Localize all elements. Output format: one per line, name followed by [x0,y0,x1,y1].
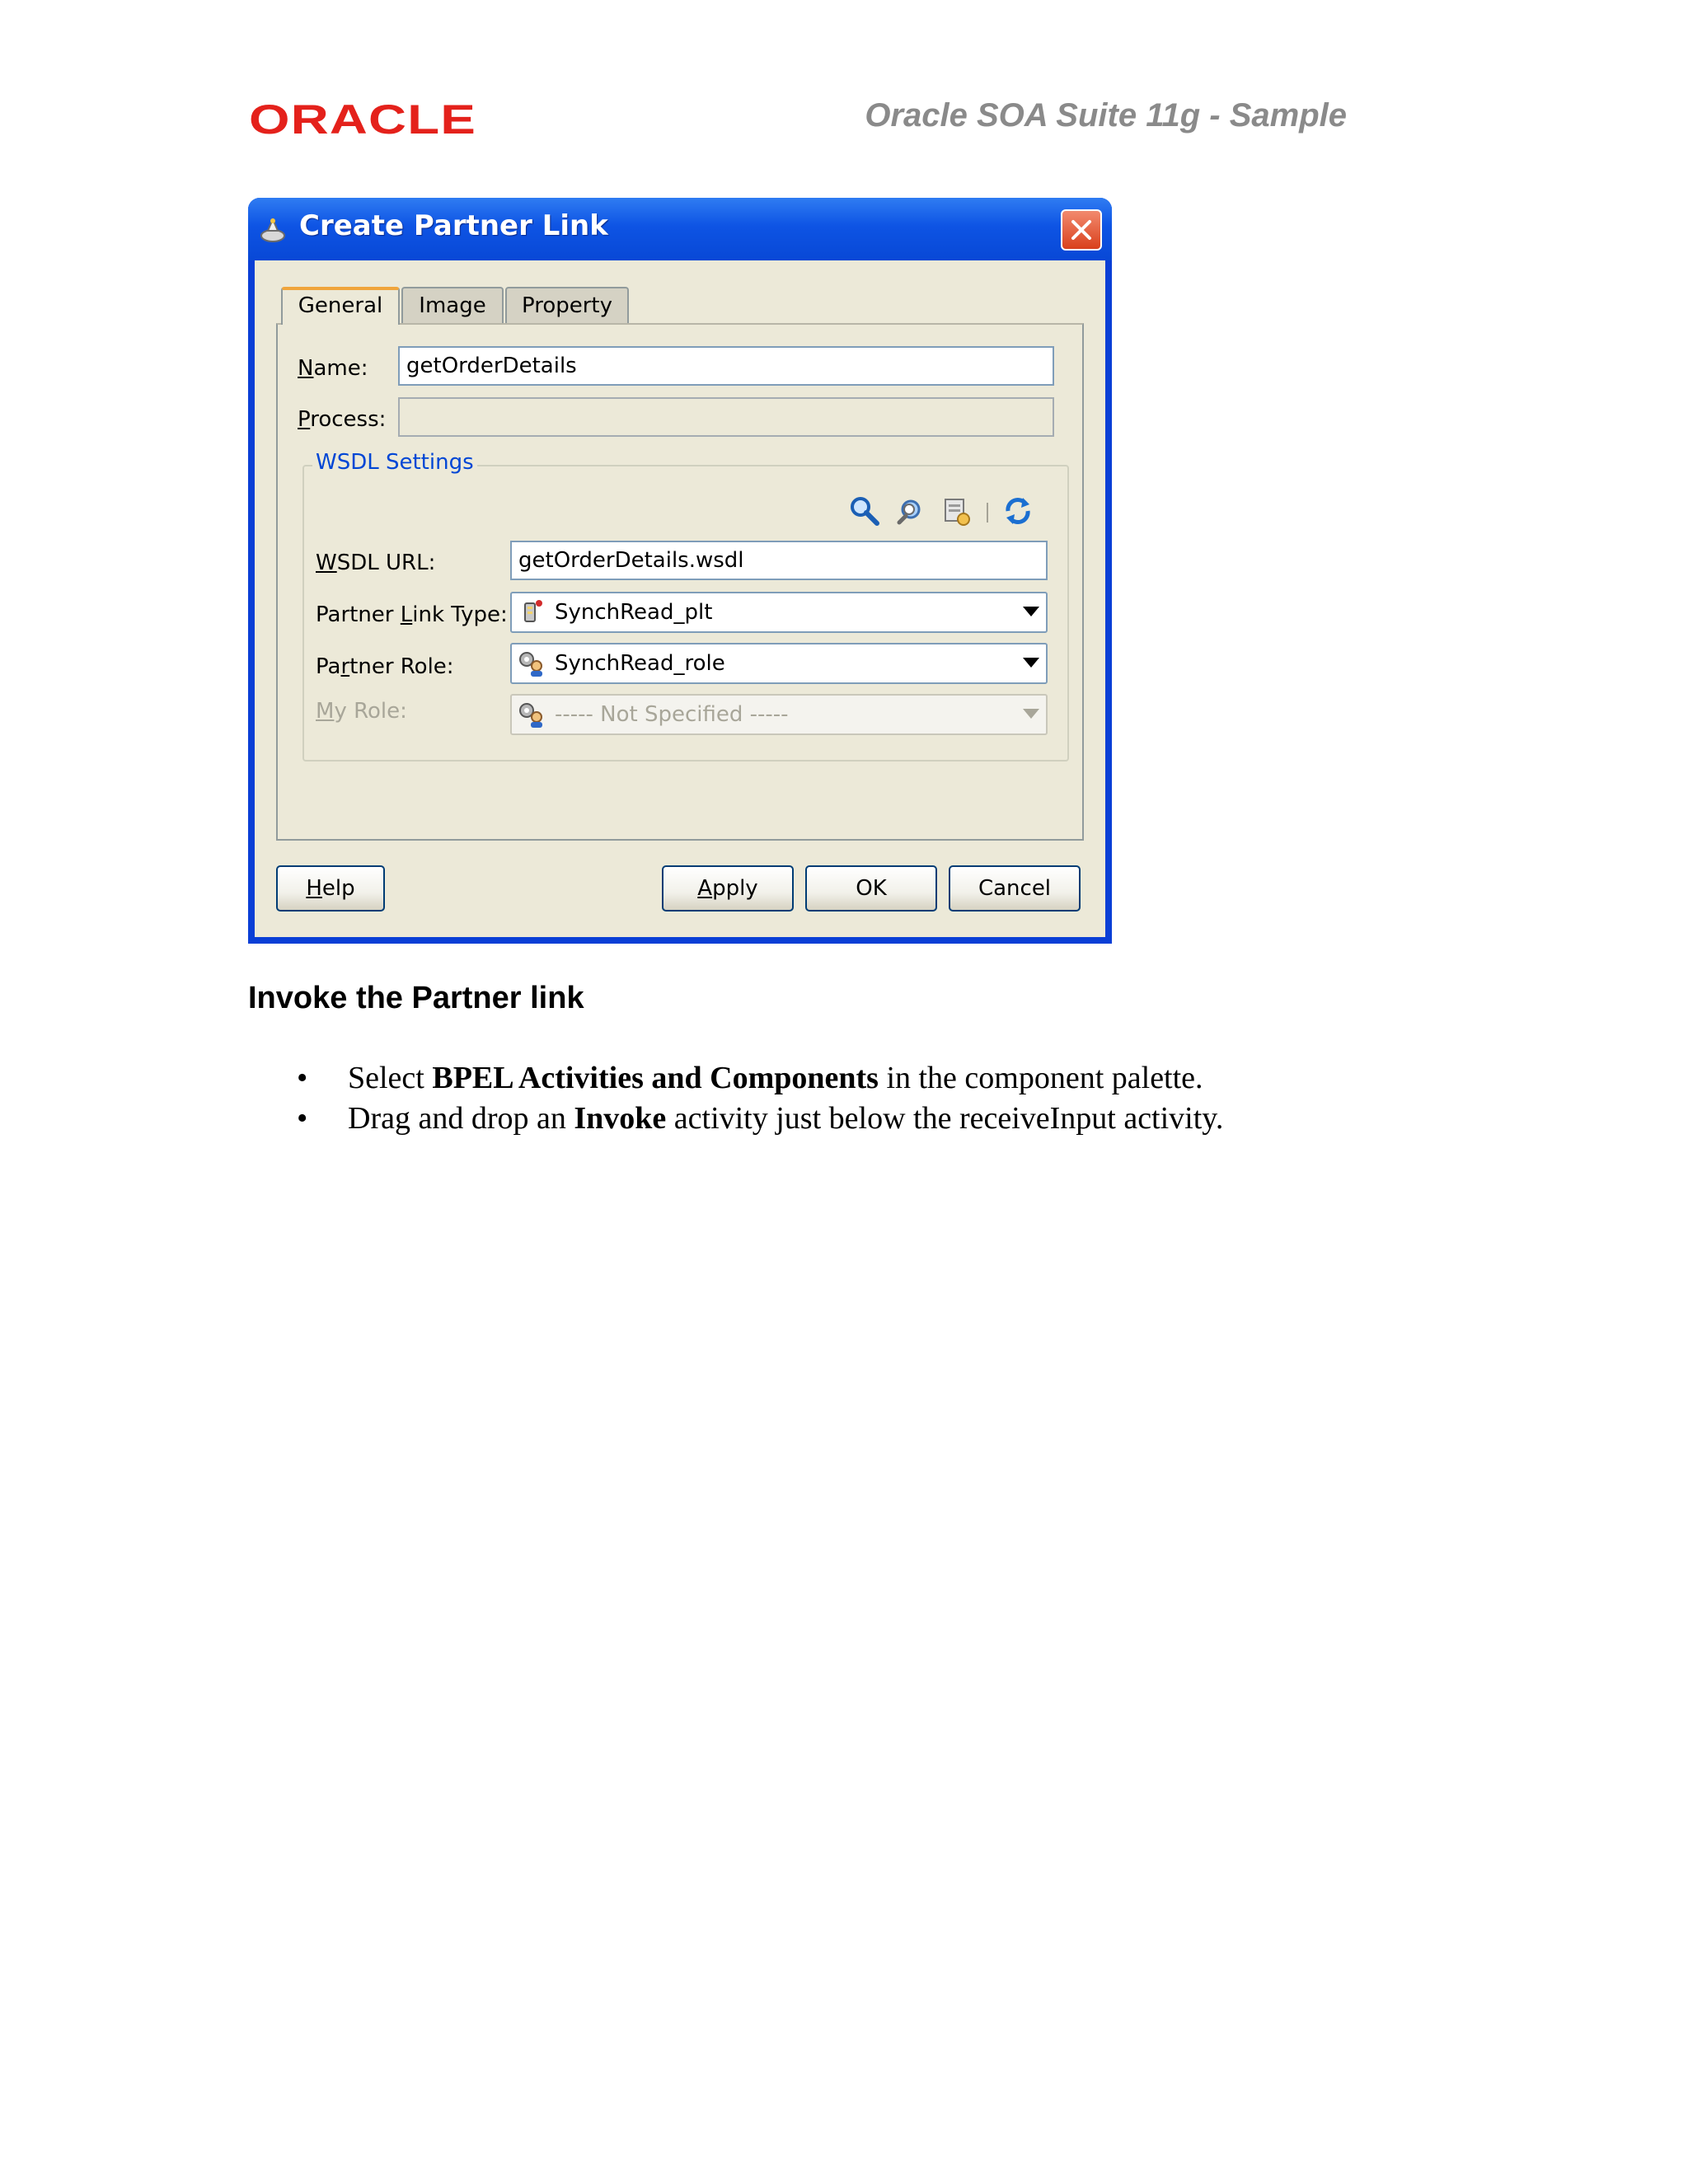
dialog-title: Create Partner Link [299,209,608,242]
name-field[interactable]: getOrderDetails [398,346,1054,386]
oracle-logo [249,101,483,137]
dialog-title-bar[interactable] [248,198,1112,260]
close-button[interactable] [1061,209,1102,251]
dialog-client-area [255,260,1105,937]
partner-link-icon [258,214,288,244]
bullet-text: Select BPEL Activities and Components in the component palette. [348,1061,1203,1095]
create-partner-link-dialog [248,198,1112,944]
wsdl-url-field[interactable]: getOrderDetails.wsdl [510,541,1048,580]
partner-link-type-select[interactable] [510,592,1048,633]
tab-general[interactable]: General [281,287,400,325]
chevron-down-icon [1023,607,1039,616]
browse-service-icon[interactable] [894,494,927,527]
cancel-button[interactable]: Cancel [949,865,1081,912]
my-role-icon [517,701,545,729]
bullet-marker: • [297,1061,308,1095]
partner-role-value: SynchRead_role [555,651,725,676]
name-label: Name: [298,356,368,381]
wsdl-settings-group [302,450,1069,762]
toolbar-separator [987,503,988,523]
partner-link-type-icon [517,598,545,626]
partner-role-label: Partner Role: [316,654,454,679]
partner-role-select[interactable] [510,643,1048,684]
bullet-text: Drag and drop an Invoke activity just below the receiveInput activity. [348,1101,1224,1136]
wsdl-url-label: WSDL URL: [316,551,436,575]
bullet-marker: • [297,1101,308,1136]
section-heading: Invoke the Partner link [248,981,584,1015]
process-label: Process: [298,407,387,432]
service-explorer-icon[interactable] [940,494,973,527]
my-role-select[interactable] [510,694,1048,735]
help-button[interactable]: Help [276,865,385,912]
my-role-label: My Role: [316,699,407,724]
tab-property[interactable]: Property [505,287,629,325]
general-tab-panel [276,323,1084,841]
partner-link-type-label: Partner Link Type: [316,602,508,627]
oracle-logo-image [249,101,483,137]
tab-image[interactable]: Image [401,287,504,325]
svg-text:ORACLE: ORACLE [249,101,476,137]
refresh-icon[interactable] [1001,494,1034,527]
process-field[interactable] [398,397,1054,437]
page-header-title: Oracle SOA Suite 11g - Sample [865,97,1347,134]
search-icon[interactable] [848,494,881,527]
partner-link-type-value: SynchRead_plt [555,600,713,625]
chevron-down-icon [1023,658,1039,668]
close-icon [1070,218,1093,241]
apply-button[interactable]: Apply [662,865,794,912]
chevron-down-icon [1023,709,1039,719]
my-role-value: ----- Not Specified ----- [555,702,789,727]
partner-role-icon [517,649,545,677]
ok-button[interactable]: OK [805,865,937,912]
wsdl-settings-legend: WSDL Settings [312,450,477,475]
